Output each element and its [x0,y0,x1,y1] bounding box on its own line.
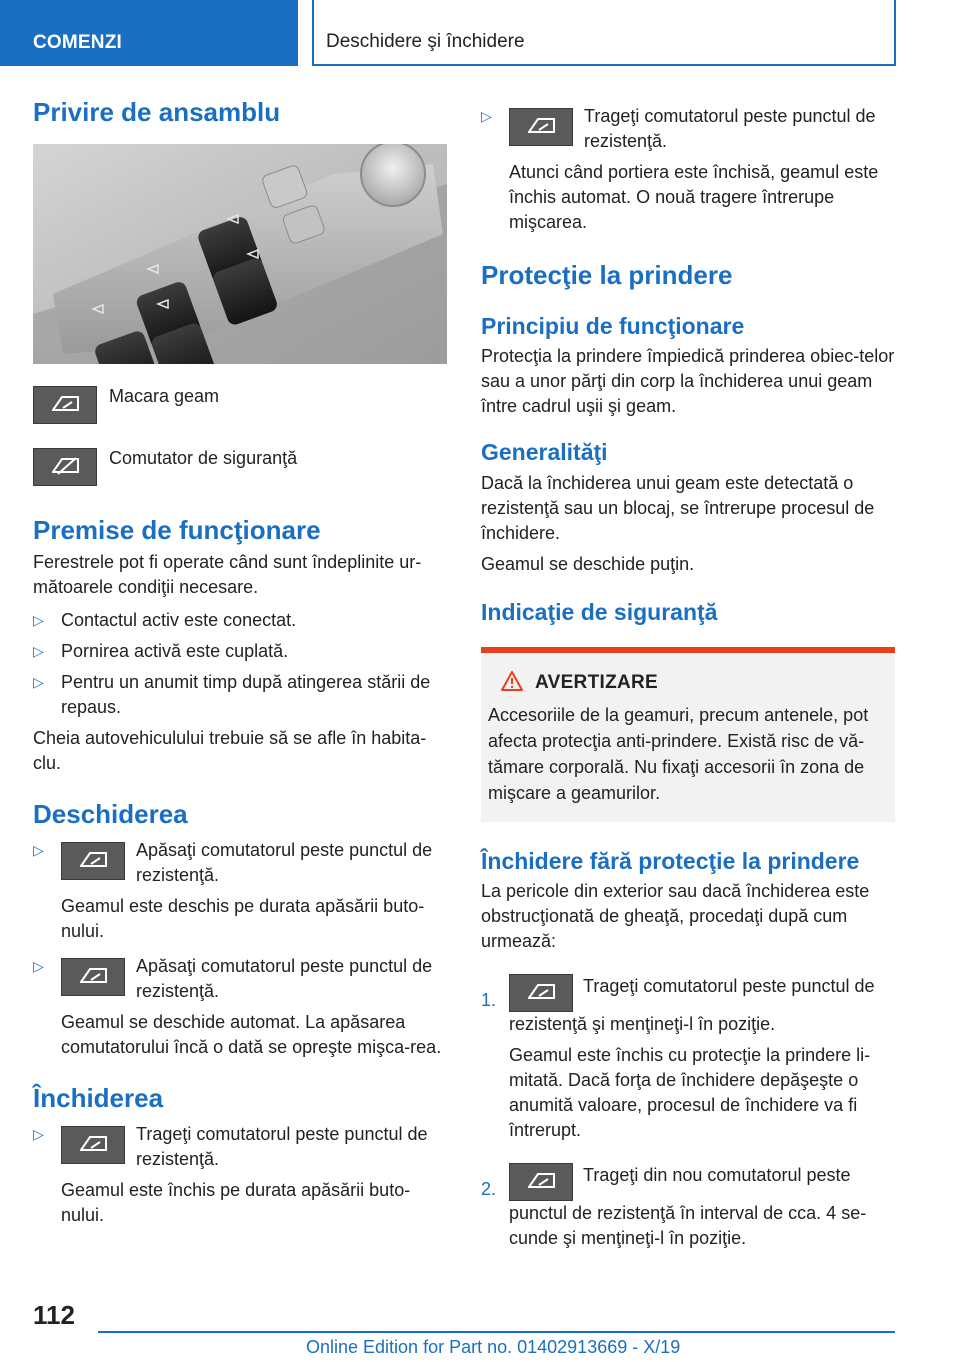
list-item: ▷ Pornirea activă este cuplată. [33,639,447,664]
overview-heading: Privire de ansamblu [33,97,281,127]
closing-heading: Închiderea [33,1082,164,1113]
triangle-bullet-icon: ▷ [33,957,44,974]
chapter-title: Deschidere şi închidere [312,0,896,66]
safety-heading: Indicaţie de siguranţă [481,599,718,626]
page-number: 112 [33,1300,75,1330]
warning-text: Accesoriile de la geamuri, precum antenele, pot afecta protecţia anti-prindere. Există risc de vă-tămare corporală. Nu fixaţi accesorii în zona de mişcare a geamurilor. [488,704,869,803]
legend-window-lift [33,384,447,424]
warning-triangle-icon [501,671,523,696]
pinch-protection-heading: Protecţie la prindere [481,260,733,290]
premise-intro: Ferestrele pot fi operate când sunt îndeplinite ur-mătoarele condiţii necesare. [33,551,422,597]
window-lift-icon [509,1163,573,1201]
principle-text: Protecţia la prindere împiedică prinderea obiec-telor sau a unor părţi din corp la închiderea unui geam între cadrul uşii şi geam. [481,346,895,417]
close-step: ▷ Trageţi comutatorul peste punctul de rezistenţă. Atunci când portiera este închisă, geamul este închis automat. O nouă tragere întrerupe mişcarea. [481,104,895,235]
opening-heading: Deschiderea [33,798,188,829]
no-protection-heading: Închidere fără protecţie la prindere [481,847,860,874]
triangle-bullet-icon: ▷ [33,673,44,690]
numbered-step: 2. Trageţi din nou comutatorul peste punctul de rezistenţă în interval de cca. 4 se-cunde şi menţineţi-l în poziţie. [481,1165,867,1249]
open-step: ▷ Apăsaţi comutatorul peste punctul de rezistenţă. Geamul se deschide automat. La apăsarea comutatorului încă o dată se opreşte mişca-rea. [33,954,447,1060]
window-lift-icon [61,958,125,996]
general-text-2: Geamul se deschide puţin. [481,554,695,575]
edition-link[interactable]: Online Edition for Part no. 01402913669 - X/19 [306,1337,681,1357]
list-item: ▷ Pentru un anumit timp după atingerea stării de repaus. [33,670,447,720]
no-protection-intro: La pericole din exterior sau dacă închiderea este obstrucţionată de gheaţă, procedaţi după cum urmează: [481,881,870,952]
safety-switch-icon [33,448,97,486]
legend-label: Macara geam [109,385,220,406]
warning-title: AVERTIZARE [535,672,658,694]
section-tab[interactable]: COMENZI [0,0,298,66]
triangle-bullet-icon: ▷ [33,611,44,628]
page-header [0,0,960,66]
left-column [33,98,447,1228]
general-text: Dacă la închiderea unui geam este detectată o rezistenţă sau un blocaj, se întrerupe procesul de închidere. [481,473,875,544]
triangle-bullet-icon: ▷ [33,841,44,858]
list-item: ▷ Contactul activ este conectat. [33,608,447,633]
right-column [481,104,895,1251]
window-lift-icon [61,1126,125,1164]
window-lift-icon [509,108,573,146]
window-lift-icon [509,974,573,1012]
window-switch-photo [33,144,447,364]
premise-heading: Premise de funcţionare [33,514,321,545]
general-heading: Generalităţi [481,439,608,466]
warning-box [481,647,895,822]
window-lift-icon [61,842,125,880]
legend-label: Comutator de siguranţă [109,447,298,468]
triangle-bullet-icon: ▷ [481,108,492,124]
window-lift-icon [33,386,97,424]
open-step: ▷ Apăsaţi comutatorul peste punctul de rezistenţă. Geamul este deschis pe durata apăsării buto-nului. [33,838,447,944]
principle-heading: Principiu de funcţionare [481,312,745,339]
premise-note: Cheia autovehiculului trebuie să se afle în habita-clu. [33,727,427,773]
numbered-step: 1. Trageţi comutatorul peste punctul de rezistenţă şi menţineţi-l în poziţie. Geamul este închis cu protecţie la prindere li-mitată. Dacă forţa de închidere depăşeşte o anumită valoare, procesul de închidere va fi întrerupt. [481,976,875,1141]
legend-safety-switch [33,446,447,486]
triangle-bullet-icon: ▷ [33,1125,44,1142]
triangle-bullet-icon: ▷ [33,642,44,659]
close-step: ▷ Trageţi comutatorul peste punctul de rezistenţă. Geamul este închis pe durata apăsării buto-nului. [33,1122,447,1228]
footer-divider [98,1331,895,1333]
